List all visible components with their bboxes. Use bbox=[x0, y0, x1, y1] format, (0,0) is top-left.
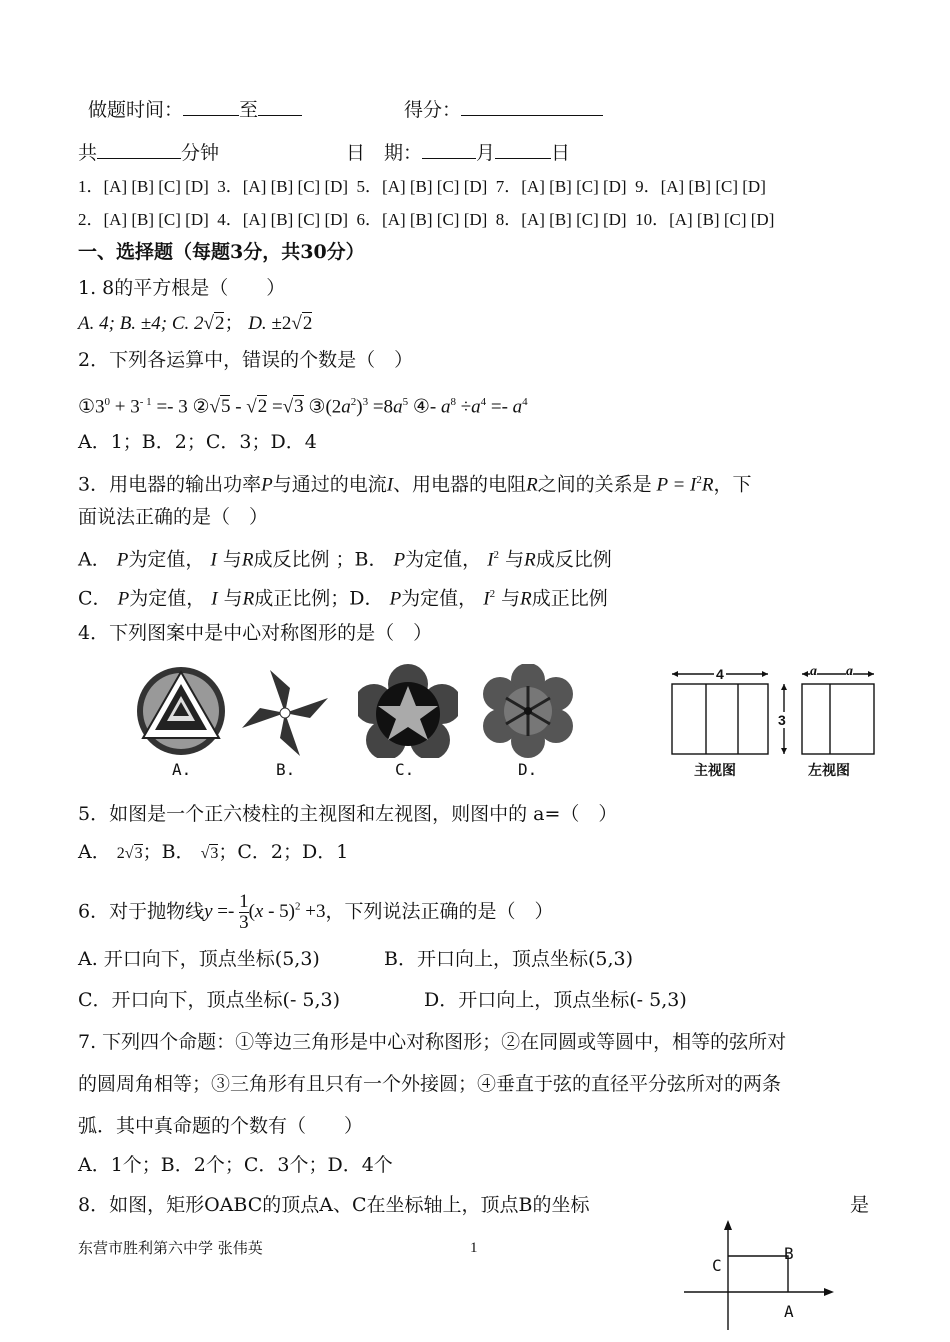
q6-stem-2: ，下列说法正确的是（ ） bbox=[325, 900, 554, 923]
date-line bbox=[346, 140, 570, 165]
q3-stem-2: 与通过的电流 bbox=[272, 473, 387, 496]
to-label: 至 bbox=[239, 99, 259, 121]
q3-with-a: 与 bbox=[222, 548, 242, 571]
footer-page-number: 1 bbox=[470, 1240, 478, 1256]
day-blank[interactable] bbox=[495, 140, 551, 159]
q2-expr-4: ④ bbox=[412, 396, 430, 418]
q8-coordinate-figure bbox=[680, 1218, 840, 1336]
q3-direct-c: 成正比例 bbox=[254, 587, 331, 610]
q3-option-b: ；B． bbox=[335, 548, 388, 571]
q3-options-cd: C． P为定值， I 与R成正比例；D． P为定值， $I^2$ 与R成正比例 bbox=[78, 587, 608, 610]
q1-option-c-radical: √2 bbox=[203, 313, 225, 334]
date-label: 日 期： bbox=[346, 142, 423, 164]
q3-fixed-c: 为定值， bbox=[129, 587, 206, 610]
q8-stem: 8．如图，矩形OABC的顶点A、C在坐标轴上，顶点B的坐标 bbox=[78, 1194, 590, 1216]
q6-stem bbox=[78, 880, 553, 934]
q4-label-d: D. bbox=[518, 760, 538, 779]
q7-line-3: 弧．其中真命题的个数有（ ） bbox=[78, 1115, 364, 1137]
q3-direct-d: 成正比例 bbox=[531, 587, 608, 610]
q4-label-c: C. bbox=[395, 760, 415, 779]
time-line bbox=[88, 97, 302, 122]
q3-fixed-a: 为定值， bbox=[128, 548, 205, 571]
q3-inverse-a: 成反比例 bbox=[253, 548, 330, 571]
q1-stem: 1. 8的平方根是（ ） bbox=[78, 277, 286, 299]
q3-option-a: A． bbox=[78, 548, 111, 571]
q5-stem: 5．如图是一个正六棱柱的主视图和左视图，则图中的 a=（ ） bbox=[78, 803, 618, 825]
q6-option-d: D．开口向上，顶点坐标(- 5,3) bbox=[424, 989, 687, 1011]
q4-label-b: B. bbox=[276, 760, 296, 779]
q5-option-cd: ；C．2；D．1 bbox=[218, 841, 349, 863]
q3-inverse-b: 成反比例 bbox=[535, 548, 612, 571]
time-label: 做题时间： bbox=[88, 99, 184, 121]
q7-line-2: 的圆周角相等；③三角形有且只有一个外接圆；④垂直于弦的直径平分弦所对的两条 bbox=[78, 1073, 782, 1095]
q5-left-view-label: 左视图 bbox=[808, 763, 850, 779]
footer-school: 东营市胜利第六中学 张伟英 bbox=[78, 1239, 263, 1257]
score-line bbox=[404, 97, 603, 122]
q5-option-b: ；B． bbox=[142, 841, 195, 863]
q1-option-b: B. ±4; bbox=[119, 313, 168, 334]
q7-options: A．1个；B．2个；C．3个；D．4个 bbox=[78, 1154, 393, 1176]
q3-fixed-b: 为定值， bbox=[405, 548, 482, 571]
month-blank[interactable] bbox=[422, 140, 476, 159]
q6-option-c: C．开口向下，顶点坐标(- 5,3) bbox=[78, 989, 341, 1011]
score-blank[interactable] bbox=[461, 97, 603, 116]
q3-with-b: 与 bbox=[505, 548, 525, 571]
q2-expr-2: ② bbox=[192, 396, 210, 418]
q4-figure-c bbox=[358, 664, 458, 758]
start-time-blank[interactable] bbox=[183, 97, 239, 116]
q6-option-a: A. 开口向下，顶点坐标(5,3) bbox=[78, 948, 320, 970]
answer-grid-row-2[interactable]: 2．[A] [B] [C] [D] 4．[A] [B] [C] [D] 6．[A] [B] [C] [D] 8．[A] [B] [C] [D] 10．[A] [B] [C] [D] bbox=[78, 210, 775, 229]
q8-label-b: B bbox=[784, 1244, 794, 1263]
q4-stem: 4．下列图案中是中心对称图形的是（ ） bbox=[78, 622, 433, 644]
q2-expr-1: ①3 bbox=[78, 396, 105, 418]
q5-a-label-2: a bbox=[846, 664, 853, 679]
section-title: 一、选择题（每题3分，共30分） bbox=[78, 241, 365, 263]
q2-expressions: $①3^0 + 3^{- 1} =- 3$ ②√5 - √2 =√3 $③(2a^2)^3 =8a^5$ ④- $a^8 \div a^4 =- a^4$ bbox=[78, 396, 528, 418]
q4-figure-d bbox=[480, 664, 576, 758]
minutes-label: 分钟 bbox=[181, 142, 220, 164]
end-time-blank[interactable] bbox=[258, 97, 302, 116]
q8-label-a: A bbox=[784, 1302, 794, 1321]
q1-option-d-radical: √2 bbox=[291, 313, 313, 334]
q6-stem-1: 6．对于抛物线 bbox=[78, 900, 205, 923]
q4-figure-b bbox=[240, 668, 330, 758]
q1-option-d: D. bbox=[248, 313, 267, 334]
q3-option-c: C． bbox=[78, 587, 112, 610]
q3-with-d: 与 bbox=[501, 587, 521, 610]
q5-main-view-label: 主视图 bbox=[694, 763, 736, 779]
total-label: 共 bbox=[78, 142, 98, 164]
score-label: 得分： bbox=[404, 99, 462, 121]
q8-stem-end: 是 bbox=[850, 1194, 870, 1216]
day-label: 日 bbox=[551, 142, 571, 164]
q3-stem-4: 之间的关系是 bbox=[537, 473, 652, 496]
q3-stem-line-2: 面说法正确的是（ ） bbox=[78, 506, 269, 528]
q5-height-label: 3 bbox=[778, 712, 786, 728]
q2-expr-3: ③ bbox=[308, 396, 326, 418]
q1-option-c: C. 2 bbox=[171, 313, 204, 334]
q7-line-1: 7. 下列四个命题：①等边三角形是中心对称图形；②在同圆或等圆中，相等的弦所对 bbox=[78, 1031, 787, 1053]
q8-label-c: C bbox=[712, 1256, 722, 1275]
q5-width-label: 4 bbox=[716, 666, 724, 682]
q2-options: A．1；B．2；C．3；D．4 bbox=[78, 431, 317, 453]
duration-line bbox=[78, 140, 219, 165]
q3-option-d: ；D． bbox=[330, 587, 384, 610]
minutes-blank[interactable] bbox=[97, 140, 181, 159]
q5-a-label-1: a bbox=[810, 664, 817, 679]
q3-stem-3: 、用电器的电阻 bbox=[393, 473, 527, 496]
q3-stem: 3．用电器的输出功率P与通过的电流I、用电器的电阻R之间的关系是 $P = I^2R$，下 bbox=[78, 473, 752, 496]
q6-formula: y =- $\frac{1}{3}$ (x - 5)$^2$ +3 bbox=[204, 891, 326, 934]
q4-label-a: A. bbox=[172, 760, 192, 779]
q4-figure-a bbox=[133, 666, 229, 756]
q3-options-ab: A． P为定值， I 与R成反比例 ；B． P为定值， $I^2$ 与R成反比例 bbox=[78, 548, 612, 571]
q1-options: A. 4; B. ±4; C. 2√2； D. ±2√2 bbox=[78, 313, 313, 334]
q5-options: A． 2√3；B． √3；C．2；D．1 bbox=[78, 841, 349, 863]
q6-option-b: B．开口向上，顶点坐标(5,3) bbox=[384, 948, 634, 970]
q1-option-a: A. 4; bbox=[78, 313, 115, 334]
q3-stem-5: ，下 bbox=[713, 473, 752, 496]
q1-option-d-value: ±2 bbox=[271, 313, 292, 334]
answer-grid-row-1[interactable]: 1．[A] [B] [C] [D] 3．[A] [B] [C] [D] 5．[A] [B] [C] [D] 7．[A] [B] [C] [D] 9．[A] [B] [C] [D] bbox=[78, 177, 766, 196]
q5-option-a: A． bbox=[78, 841, 111, 863]
q3-with-c: 与 bbox=[223, 587, 243, 610]
q3-stem-1: 3．用电器的输出功率 bbox=[78, 473, 262, 496]
q3-fixed-d: 为定值， bbox=[401, 587, 478, 610]
q2-stem: 2．下列各运算中，错误的个数是（ ） bbox=[78, 349, 414, 371]
month-label: 月 bbox=[476, 142, 496, 164]
